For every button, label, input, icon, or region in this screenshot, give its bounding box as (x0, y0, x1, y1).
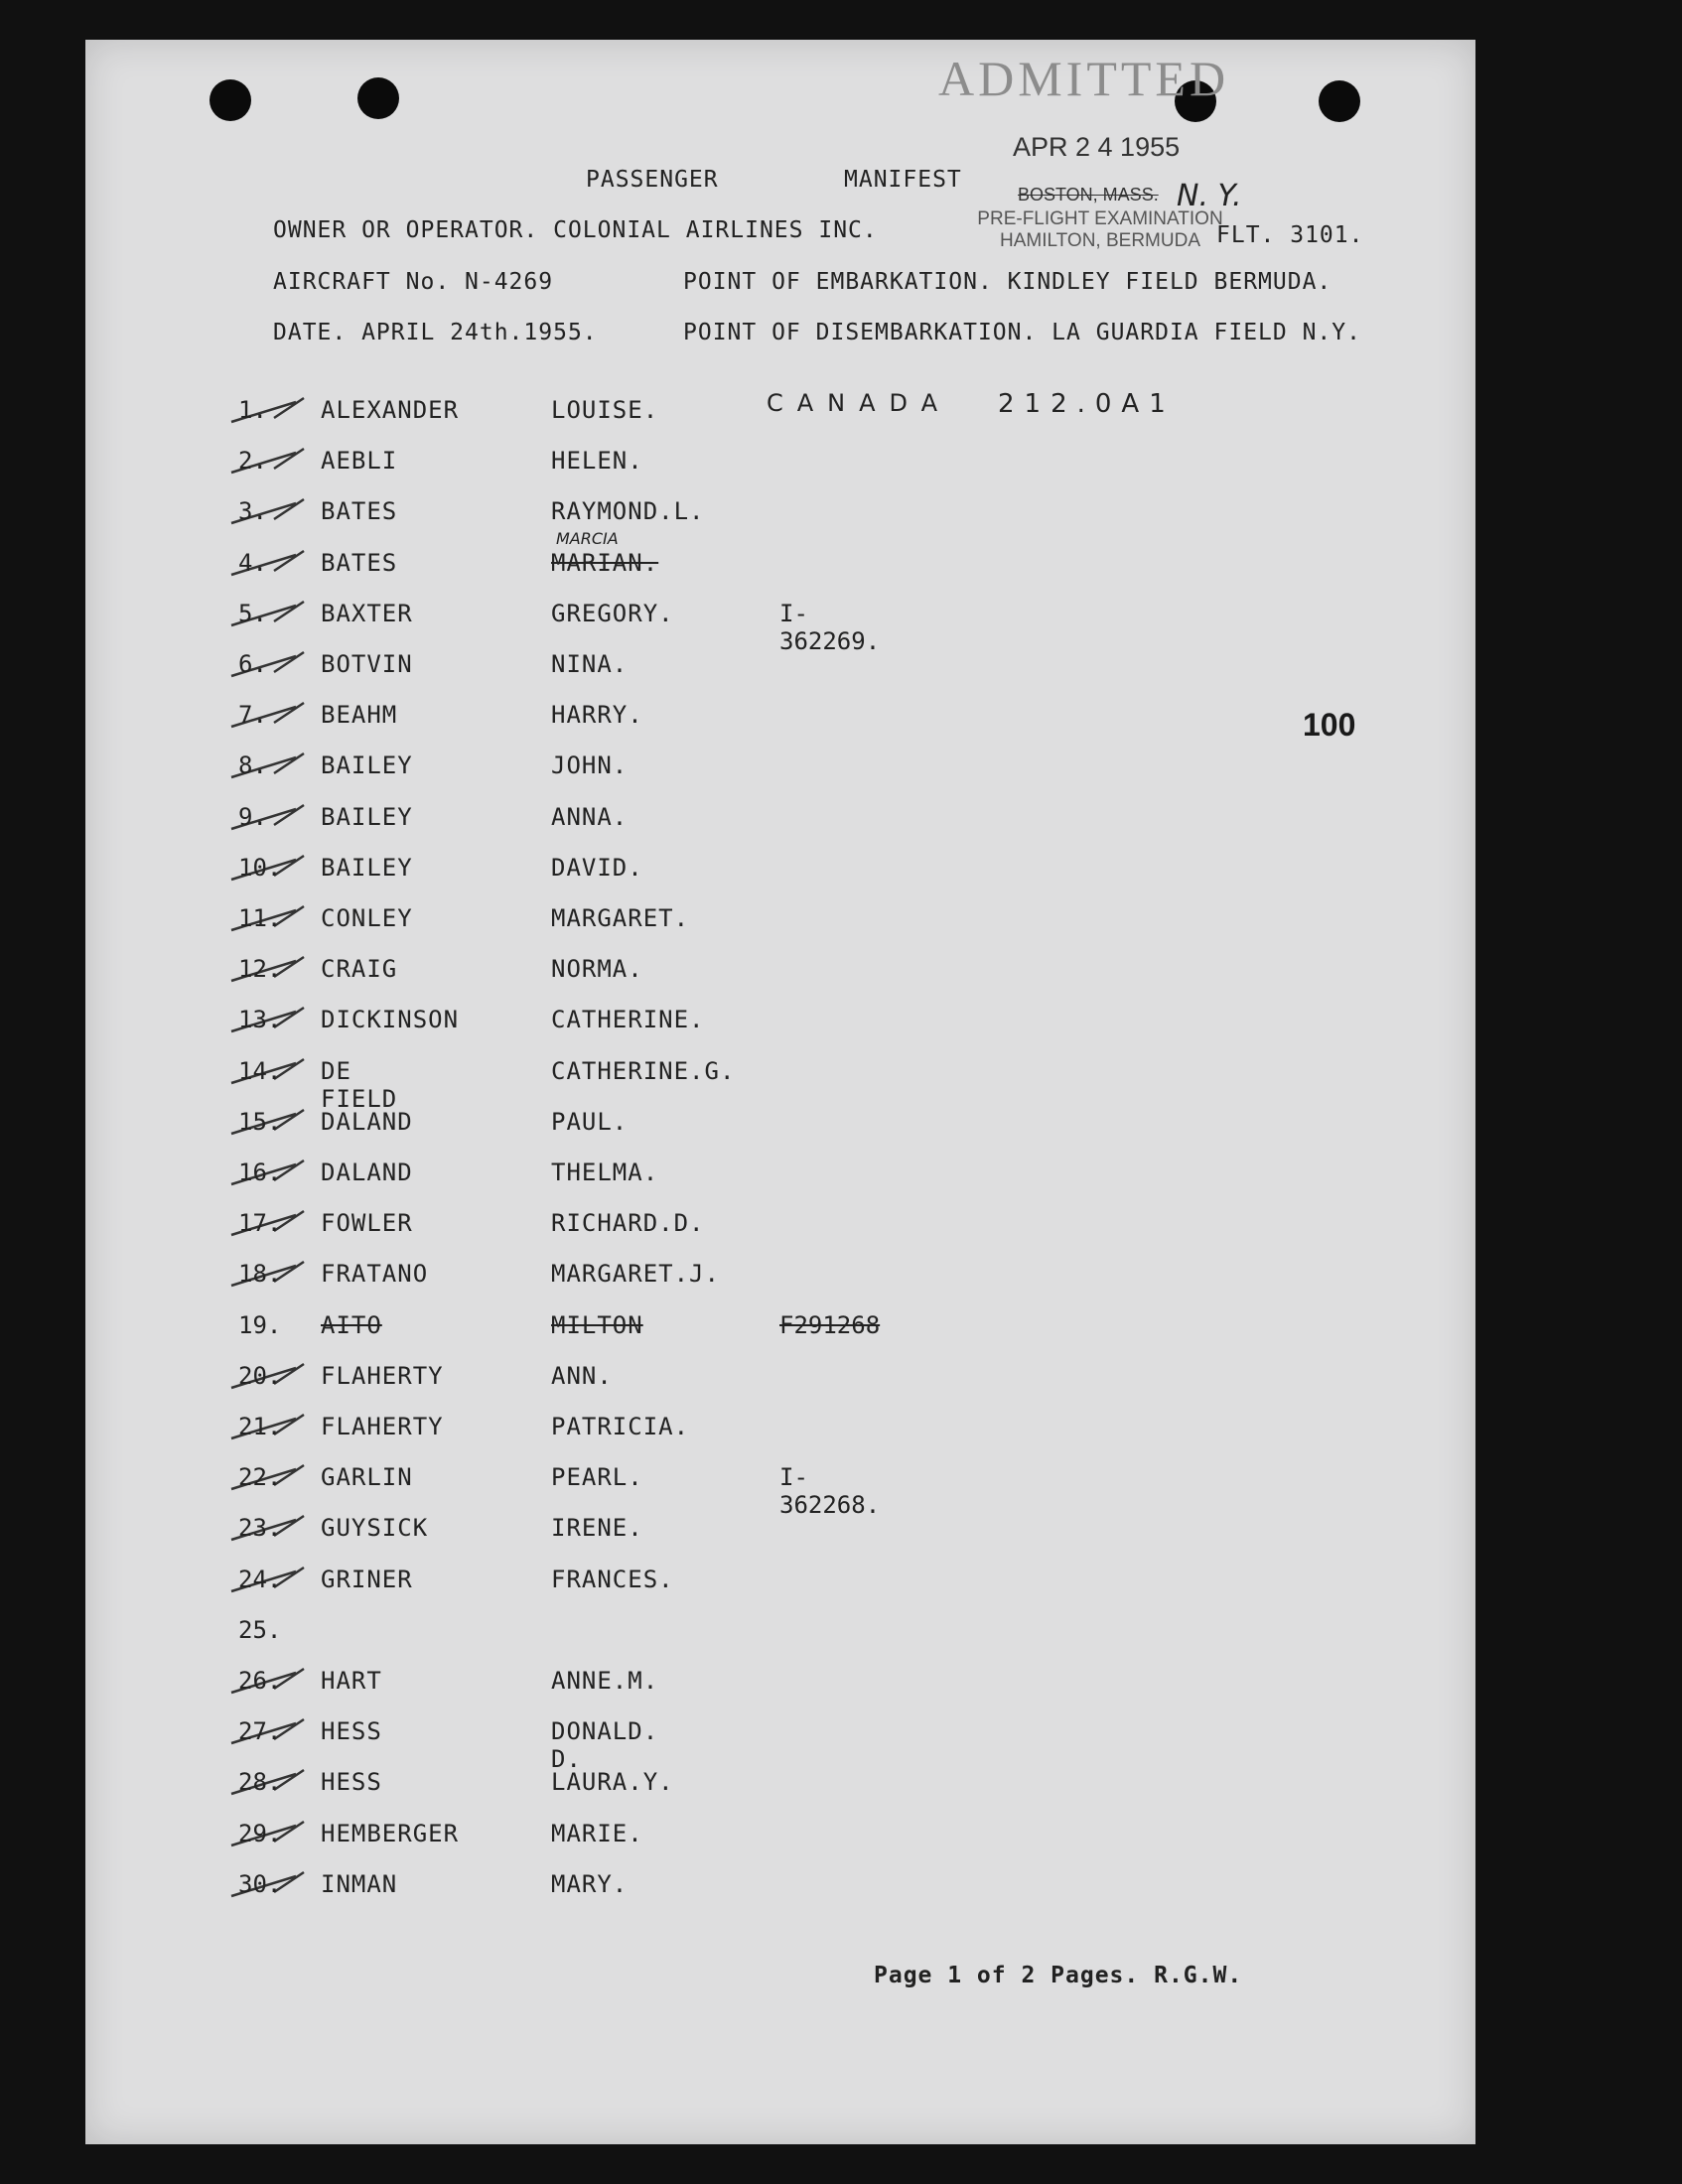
passenger-number: 18. (238, 1260, 282, 1289)
passenger-given-name: RAYMOND.L. (551, 497, 705, 526)
passenger-surname: BATES (321, 548, 398, 577)
passenger-given-name: ANNA. (551, 802, 629, 831)
passenger-given-name: PEARL. (551, 1463, 643, 1492)
passenger-number: 7. (238, 701, 267, 730)
passenger-number: 10. (238, 853, 282, 882)
passenger-surname: BAILEY (321, 751, 413, 780)
passenger-number: 17. (238, 1209, 282, 1238)
passenger-given-name: DONALD. D. (551, 1717, 659, 1774)
passenger-given-name: RICHARD.D. (551, 1209, 705, 1238)
passenger-surname: HESS (321, 1768, 382, 1797)
passenger-surname: DALAND (321, 1159, 413, 1186)
passenger-surname: FLAHERTY (321, 1413, 444, 1440)
preflight-stamp-line2: HAMILTON, BERMUDA (1000, 230, 1200, 251)
flight-number: FLT. 3101. (1216, 222, 1364, 248)
handwritten-marcia: MARCIA (556, 529, 619, 548)
passenger-surname: DE FIELD (321, 1056, 398, 1113)
owner-operator: OWNER OR OPERATOR. COLONIAL AIRLINES INC. (273, 217, 878, 243)
passenger-given-name: DAVID. (551, 853, 643, 882)
passenger-surname: CONLEY (321, 904, 413, 932)
passenger-given-name: THELMA. (551, 1159, 659, 1186)
passenger-number: 12. (238, 955, 282, 984)
passenger-surname: FOWLER (321, 1209, 413, 1238)
passenger-note: I-362268. (779, 1463, 881, 1520)
passenger-surname: AEBLI (321, 447, 398, 476)
point-of-embarkation: POINT OF EMBARKATION. KINDLEY FIELD BERMUDA. (683, 269, 1332, 295)
passenger-given-name: LAURA.Y. (551, 1768, 674, 1797)
passenger-given-name: MILTON (551, 1310, 643, 1339)
passenger-given-name: NINA. (551, 650, 629, 678)
passenger-given-name: HARRY. (551, 701, 643, 730)
passenger-given-name: MARY. (551, 1869, 629, 1898)
passenger-surname: DICKINSON (321, 1006, 460, 1034)
passenger-given-name: MARGARET. (551, 904, 690, 932)
passenger-given-name: MARIE. (551, 1819, 643, 1847)
preflight-stamp-line1: PRE-FLIGHT EXAMINATION (977, 208, 1223, 229)
passenger-given-name: ANN. (551, 1361, 613, 1390)
passenger-given-name: IRENE. (551, 1514, 643, 1543)
passenger-number: 15. (238, 1107, 282, 1136)
passenger-number: 23. (238, 1514, 282, 1543)
preflight-stamp (961, 208, 1239, 252)
passenger-surname: FRATANO (321, 1260, 429, 1289)
passenger-number: 11. (238, 904, 282, 932)
passenger-note: F291268 (779, 1310, 881, 1339)
passenger-number: 30. (238, 1869, 282, 1898)
aircraft-number: AIRCRAFT No. N-4269 (273, 269, 554, 295)
passenger-number: 22. (238, 1463, 282, 1492)
punch-hole (1319, 80, 1360, 122)
passenger-number: 5. (238, 599, 267, 627)
passenger-number: 9. (238, 802, 267, 831)
passenger-given-name: PATRICIA. (551, 1413, 690, 1440)
passenger-surname: GUYSICK (321, 1514, 429, 1543)
passenger-given-name: HELEN. (551, 447, 643, 476)
passenger-given-name: JOHN. (551, 751, 629, 780)
passenger-number: 16. (238, 1159, 282, 1186)
punch-hole (357, 77, 399, 119)
passenger-given-name: CATHERINE. (551, 1006, 705, 1034)
passenger-surname: GRINER (321, 1565, 413, 1593)
admitted-date-stamp: APR 2 4 1955 (1013, 132, 1181, 162)
punch-hole (210, 79, 251, 121)
passenger-number: 28. (238, 1768, 282, 1797)
passenger-surname: DALAND (321, 1107, 413, 1136)
admitted-stamp: ADMITTED (938, 51, 1230, 106)
count-stamp: 100 (1303, 707, 1356, 743)
passenger-surname: FLAHERTY (321, 1361, 444, 1390)
passenger-surname: CRAIG (321, 955, 398, 984)
passenger-surname: BAILEY (321, 802, 413, 831)
passenger-number: 14. (238, 1056, 282, 1085)
passenger-number: 1. (238, 396, 267, 424)
passenger-number: 25. (238, 1615, 282, 1644)
passenger-note: I-362269. (779, 599, 881, 655)
passenger-given-name: MARGARET.J. (551, 1260, 720, 1289)
passenger-given-name: NORMA. (551, 955, 643, 984)
passenger-number: 24. (238, 1565, 282, 1593)
passenger-surname: ALEXANDER (321, 396, 460, 424)
passenger-surname: BAILEY (321, 853, 413, 882)
manifest-title-right: MANIFEST (844, 167, 962, 193)
passenger-surname: HART (321, 1667, 382, 1695)
manifest-title-left: PASSENGER (586, 167, 719, 193)
passenger-given-name: LOUISE. (551, 396, 659, 424)
passenger-surname: HEMBERGER (321, 1819, 460, 1847)
passenger-surname: GARLIN (321, 1463, 413, 1492)
passenger-surname: BAXTER (321, 599, 413, 627)
passenger-given-name: FRANCES. (551, 1565, 674, 1593)
passenger-surname: HESS (321, 1717, 382, 1746)
passenger-surname: INMAN (321, 1869, 398, 1898)
passenger-number: 2. (238, 447, 267, 476)
passenger-number: 3. (238, 497, 267, 526)
passenger-number: 27. (238, 1717, 282, 1746)
passenger-surname: BEAHM (321, 701, 398, 730)
manifest-date: DATE. APRIL 24th.1955. (273, 320, 598, 345)
passenger-given-name: PAUL. (551, 1107, 629, 1136)
passenger-surname: AITO (321, 1310, 382, 1339)
handwritten-city: N. Y. (1177, 179, 1242, 213)
passenger-number: 21. (238, 1413, 282, 1440)
passenger-surname: BATES (321, 497, 398, 526)
passenger-number: 20. (238, 1361, 282, 1390)
page-footer: Page 1 of 2 Pages. R.G.W. (874, 1963, 1243, 1988)
passenger-given-name: CATHERINE.G. (551, 1056, 736, 1085)
passenger-number: 8. (238, 751, 267, 780)
passenger-given-name: ANNE.M. (551, 1667, 659, 1695)
struck-city-stamp: BOSTON, MASS. (1018, 185, 1159, 205)
passenger-surname: BOTVIN (321, 650, 413, 678)
passenger-number: 6. (238, 650, 267, 678)
passenger-number: 26. (238, 1667, 282, 1695)
passenger-given-name: MARIAN. (551, 548, 659, 577)
point-of-disembarkation: POINT OF DISEMBARKATION. LA GUARDIA FIELD N.Y. (683, 320, 1361, 345)
passenger-number: 13. (238, 1006, 282, 1034)
passenger-number: 29. (238, 1819, 282, 1847)
handwritten-canada: CANADA (767, 389, 952, 417)
handwritten-code: 212.0A1 (998, 389, 1176, 419)
passenger-number: 4. (238, 548, 267, 577)
passenger-number: 19. (238, 1310, 282, 1339)
passenger-given-name: GREGORY. (551, 599, 674, 627)
